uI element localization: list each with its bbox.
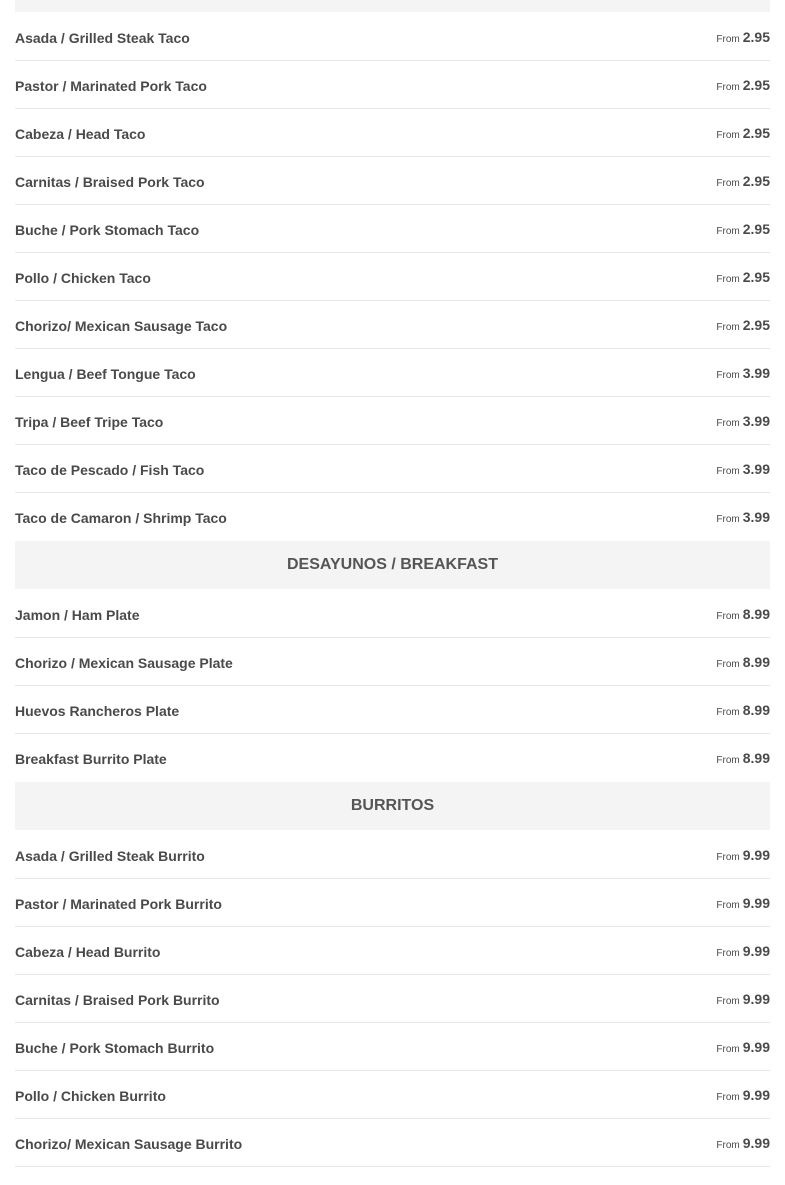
menu-item[interactable] xyxy=(15,686,770,734)
menu-item-price-block xyxy=(716,61,770,95)
menu-item-name: Pastor / Marinated Pork Taco xyxy=(15,78,207,94)
menu-item-price: 2.95 xyxy=(742,125,770,141)
menu-item-name: Taco de Pescado / Fish Taco xyxy=(15,462,205,478)
menu-items xyxy=(15,831,770,1167)
menu-item-price-block xyxy=(716,734,770,768)
menu-item-price: 3.99 xyxy=(742,365,770,381)
menu-list xyxy=(15,0,770,1167)
price-from-label: From xyxy=(716,659,740,670)
menu-item-price: 9.99 xyxy=(742,1087,770,1103)
menu-item-price: 2.95 xyxy=(742,29,770,45)
menu-item-name: Chorizo / Mexican Sausage Plate xyxy=(15,655,233,671)
menu-item-name: Carnitas / Braised Pork Taco xyxy=(15,174,205,190)
price-from-label: From xyxy=(716,418,740,429)
menu-item-price-block xyxy=(716,445,770,479)
menu-item[interactable] xyxy=(15,734,770,782)
menu-item-price-block xyxy=(716,301,770,335)
menu-item[interactable] xyxy=(15,1023,770,1071)
menu-section xyxy=(15,0,770,541)
menu-item[interactable] xyxy=(15,1071,770,1119)
menu-item-price: 2.95 xyxy=(742,317,770,333)
menu-item-price: 8.99 xyxy=(742,606,770,622)
section-header: DESAYUNOS / BREAKFAST xyxy=(15,541,770,589)
menu-item-price: 2.95 xyxy=(742,221,770,237)
menu-item-name: Taco de Camaron / Shrimp Taco xyxy=(15,510,227,526)
price-from-label: From xyxy=(716,996,740,1007)
menu-item-price-block xyxy=(716,157,770,191)
menu-item-name: Carnitas / Braised Pork Burrito xyxy=(15,992,220,1008)
price-from-label: From xyxy=(716,466,740,477)
price-from-label: From xyxy=(716,948,740,959)
price-from-label: From xyxy=(716,611,740,622)
menu-item[interactable] xyxy=(15,927,770,975)
menu-item-price-block xyxy=(716,493,770,527)
menu-item[interactable] xyxy=(15,157,770,205)
menu-item-name: Lengua / Beef Tongue Taco xyxy=(15,366,196,382)
price-from-label: From xyxy=(716,900,740,911)
price-from-label: From xyxy=(716,1044,740,1055)
menu-item-price: 9.99 xyxy=(742,1039,770,1055)
menu-item-price-block xyxy=(716,975,770,1009)
menu-item-name: Pastor / Marinated Pork Burrito xyxy=(15,896,222,912)
menu-item-price: 8.99 xyxy=(742,750,770,766)
menu-item-price-block xyxy=(716,109,770,143)
menu-item-price-block xyxy=(716,879,770,913)
menu-item-price: 9.99 xyxy=(742,991,770,1007)
menu-item-name: Chorizo/ Mexican Sausage Taco xyxy=(15,318,228,334)
menu-item[interactable] xyxy=(15,397,770,445)
menu-item-price: 9.99 xyxy=(742,1135,770,1151)
menu-item[interactable] xyxy=(15,831,770,879)
menu-item-name: Buche / Pork Stomach Taco xyxy=(15,222,200,238)
menu-item-price-block xyxy=(716,1071,770,1105)
price-from-label: From xyxy=(716,226,740,237)
price-from-label: From xyxy=(716,514,740,525)
menu-item-price-block xyxy=(716,831,770,865)
price-from-label: From xyxy=(716,130,740,141)
menu-section xyxy=(15,782,770,1167)
menu-item[interactable] xyxy=(15,445,770,493)
menu-item-price: 9.99 xyxy=(742,943,770,959)
menu-item-price-block xyxy=(716,13,770,47)
menu-item-price: 9.99 xyxy=(742,895,770,911)
price-from-label: From xyxy=(716,178,740,189)
menu-item[interactable] xyxy=(15,301,770,349)
menu-item[interactable] xyxy=(15,1119,770,1167)
price-from-label: From xyxy=(716,755,740,766)
menu-item-price-block xyxy=(716,686,770,720)
menu-item[interactable] xyxy=(15,61,770,109)
section-header: BURRITOS xyxy=(15,782,770,830)
menu-item-price-block xyxy=(716,349,770,383)
menu-item-price: 2.95 xyxy=(742,77,770,93)
menu-item-price: 8.99 xyxy=(742,702,770,718)
menu-item[interactable] xyxy=(15,975,770,1023)
menu-item-name: Asada / Grilled Steak Burrito xyxy=(15,848,205,864)
menu-item-price-block xyxy=(716,205,770,239)
menu-item-price: 2.95 xyxy=(742,269,770,285)
menu-item-name: Pollo / Chicken Taco xyxy=(15,270,151,286)
menu-item[interactable] xyxy=(15,253,770,301)
price-from-label: From xyxy=(716,370,740,381)
menu-item[interactable] xyxy=(15,109,770,157)
menu-item-price-block xyxy=(716,397,770,431)
menu-section xyxy=(15,541,770,782)
menu-items xyxy=(15,590,770,782)
menu-item[interactable] xyxy=(15,13,770,61)
menu-items xyxy=(15,13,770,541)
menu-item-name: Tripa / Beef Tripe Taco xyxy=(15,414,164,430)
menu-item-name: Cabeza / Head Taco xyxy=(15,126,146,142)
menu-item-name: Breakfast Burrito Plate xyxy=(15,751,167,767)
menu-item-price: 9.99 xyxy=(742,847,770,863)
menu-item-price: 3.99 xyxy=(742,413,770,429)
menu-item-price: 3.99 xyxy=(742,461,770,477)
menu-item-name: Pollo / Chicken Burrito xyxy=(15,1088,166,1104)
menu-item-price-block xyxy=(716,927,770,961)
price-from-label: From xyxy=(716,34,740,45)
menu-item-name: Buche / Pork Stomach Burrito xyxy=(15,1040,215,1056)
menu-item-name: Huevos Rancheros Plate xyxy=(15,703,180,719)
price-from-label: From xyxy=(716,852,740,863)
menu-item[interactable] xyxy=(15,590,770,638)
menu-item-price: 8.99 xyxy=(742,654,770,670)
section-header xyxy=(15,0,770,12)
price-from-label: From xyxy=(716,1140,740,1151)
price-from-label: From xyxy=(716,82,740,93)
menu-item-name: Asada / Grilled Steak Taco xyxy=(15,30,190,46)
menu-item[interactable] xyxy=(15,879,770,927)
menu-item-price-block xyxy=(716,1023,770,1057)
price-from-label: From xyxy=(716,707,740,718)
menu-item-price: 3.99 xyxy=(742,509,770,525)
menu-item-name: Jamon / Ham Plate xyxy=(15,607,140,623)
menu-item-price-block xyxy=(716,590,770,624)
price-from-label: From xyxy=(716,1092,740,1103)
price-from-label: From xyxy=(716,322,740,333)
menu-item-price-block xyxy=(716,638,770,672)
menu-item-name: Cabeza / Head Burrito xyxy=(15,944,161,960)
menu-item-name: Chorizo/ Mexican Sausage Burrito xyxy=(15,1136,243,1152)
price-from-label: From xyxy=(716,274,740,285)
menu-item[interactable] xyxy=(15,349,770,397)
menu-item-price: 2.95 xyxy=(742,173,770,189)
menu-item[interactable] xyxy=(15,638,770,686)
menu-item-price-block xyxy=(716,253,770,287)
menu-item[interactable] xyxy=(15,493,770,541)
menu-item[interactable] xyxy=(15,205,770,253)
menu-item-price-block xyxy=(716,1119,770,1153)
